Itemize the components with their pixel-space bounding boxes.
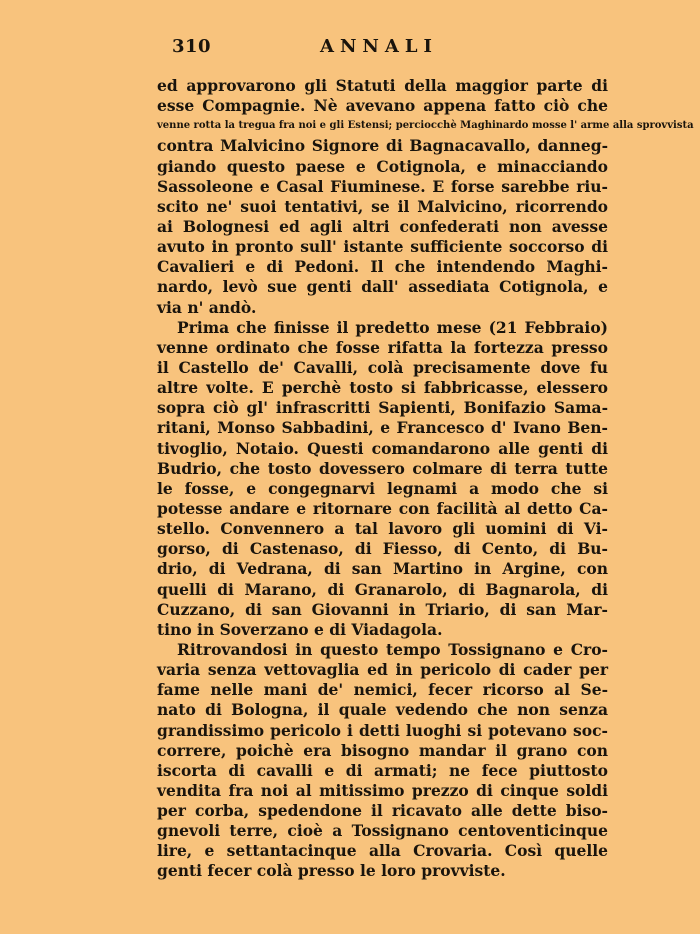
paragraph [157,640,608,882]
text-line: Budrio, che tosto dovessero colmare di terra tutte [157,458,608,478]
page-number: 310 [172,36,212,57]
text-line: sopra ciò gl' infrascritti Sapienti, Bonifazio Sama- [157,398,608,418]
text-line: venne ordinato che fosse rifatta la fortezza presso [157,337,608,357]
page-header [172,36,612,62]
text-line: scito ne' suoi tentativi, se il Malvicino, ricorrendo [157,196,608,216]
text-line: il Castello de' Cavalli, colà precisamente dove fu [157,357,608,377]
text-line: fame nelle mani de' nemici, fecer ricorso al Se- [157,680,608,700]
text-line: Prima che finisse il predetto mese (21 Febbraio) [177,317,608,337]
text-line: altre volte. E perchè tosto si fabbricasse, elessero [157,378,608,398]
text-line: esse Compagnie. Nè avevano appena fatto ciò che [157,96,608,116]
text-line: avuto in pronto sull' istante sufficiente soccorso di [157,237,608,257]
text-line: drio, di Vedrana, di san Martino in Argine, con [157,559,608,579]
text-line: nato di Bologna, il quale vedendo che non senza [157,700,608,720]
text-line: quelli di Marano, di Granarolo, di Bagnarola, di [157,579,608,599]
text-line: per corba, spedendone il ricavato alle dette biso- [157,801,608,821]
body-text [157,76,694,882]
text-line: contra Malvicino Signore di Bagnacavallo, danneg- [157,136,608,156]
text-line: venne rotta la tregua fra noi e gli Estensi; perciocchè Maghinardo mosse l' arme alla sprovvista [157,120,694,132]
text-line: gnevoli terre, cioè a Tossignano centoventicinque [157,821,608,841]
text-line: Ritrovandosi in questo tempo Tossignano e Cro- [177,639,608,659]
text-line: tivoglio, Notaio. Questi comandarono alle genti di [157,438,608,458]
running-title: ANNALI [320,36,438,57]
paragraph [157,76,694,318]
text-line: le fosse, e congegnarvi legnami a modo che si [157,478,608,498]
text-line: stello. Convennero a tal lavoro gli uomini di Vi- [157,519,608,539]
text-line: grandissimo pericolo i detti luoghi si potevano soc- [157,720,608,740]
text-line: vendita fra noi al mitissimo prezzo di cinque soldi [157,780,608,800]
paragraph [157,318,608,640]
text-line: tino in Soverzano e di Viadagola. [157,619,443,639]
text-line: ai Bolognesi ed agli altri confederati non avesse [157,216,608,236]
text-line: ritani, Monso Sabbadini, e Francesco d' Ivano Ben- [157,418,608,438]
text-line: potesse andare e ritornare con facilità al detto Ca- [157,498,608,518]
text-line: giando questo paese e Cotignola, e minacciando [157,156,608,176]
text-line: ed approvarono gli Statuti della maggior parte di [157,76,608,95]
text-line: lire, e settantacinque alla Crovaria. Così quelle [157,841,608,861]
text-line: correre, poichè era bisogno mandar il grano con [157,740,608,760]
text-line: varia senza vettovaglia ed in pericolo di cader per [157,660,608,680]
text-line: iscorta di cavalli e di armati; ne fece piuttosto [157,760,608,780]
text-line: Cavalieri e di Pedoni. Il che intendendo Maghi- [157,257,608,277]
text-line: via n' andò. [157,297,257,317]
text-line: Cuzzano, di san Giovanni in Triario, di san Mar- [157,599,608,619]
text-line: gorso, di Castenaso, di Fiesso, di Cento, di Bu- [157,539,608,559]
text-line: genti fecer colà presso le loro provviste. [157,861,506,881]
text-line: Sassoleone e Casal Fiuminese. E forse sarebbe riu- [157,176,608,196]
text-line: nardo, levò sue genti dall' assediata Cotignola, e [157,277,608,297]
